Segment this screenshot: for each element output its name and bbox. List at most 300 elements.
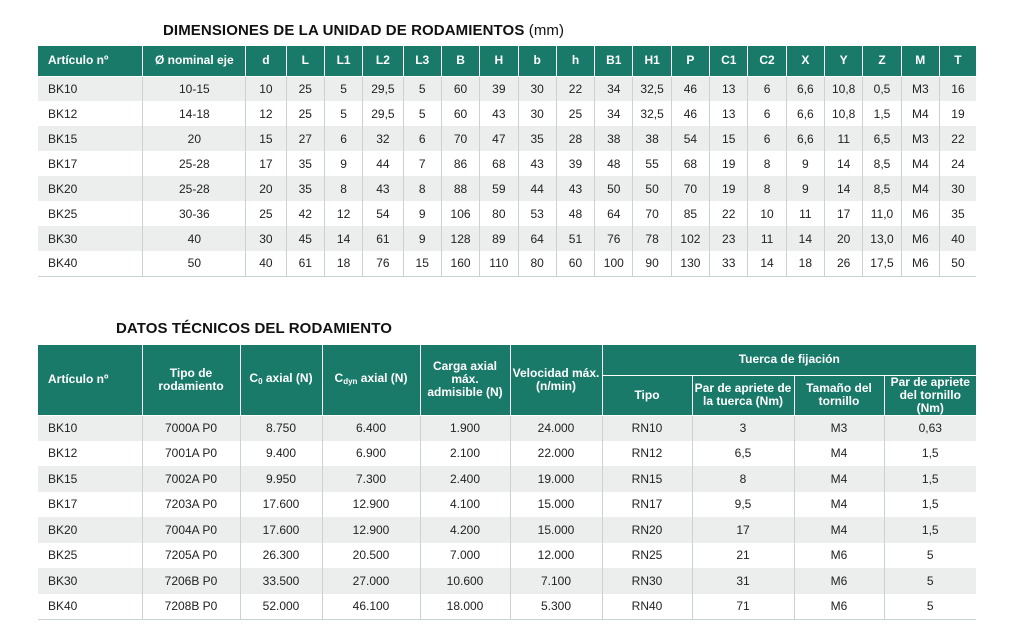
table-cell: 2.400 xyxy=(420,466,510,492)
table-cell: 89 xyxy=(480,226,518,251)
table-cell: 55 xyxy=(633,151,671,176)
table-cell: 9,5 xyxy=(692,492,794,518)
table-cell: 9.400 xyxy=(240,441,322,467)
table-cell: 10 xyxy=(748,201,786,226)
table-cell: 64 xyxy=(595,201,633,226)
table-cell: M3 xyxy=(901,126,939,151)
table-cell: 22 xyxy=(556,76,594,101)
header-cdyn-axial: $C_{dyn}$ axial (N) xyxy=(322,345,420,415)
table-cell: 27.000 xyxy=(322,568,420,594)
table-cell: BK17 xyxy=(38,492,142,518)
table-cell: 7.000 xyxy=(420,543,510,569)
table-cell: 71 xyxy=(692,594,794,620)
dimensions-title xyxy=(163,22,564,39)
table-cell: 76 xyxy=(363,251,403,276)
table-cell: 33.500 xyxy=(240,568,322,594)
table-cell: 6 xyxy=(748,76,786,101)
table-cell: 27 xyxy=(286,126,324,151)
table-cell: 38 xyxy=(595,126,633,151)
table-cell: 17.600 xyxy=(240,517,322,543)
table-cell: M4 xyxy=(901,101,939,126)
table-cell: 45 xyxy=(286,226,324,251)
column-header: B xyxy=(441,46,479,76)
table-row xyxy=(38,176,976,201)
table-cell: BK25 xyxy=(38,543,142,569)
table-cell: 18 xyxy=(324,251,362,276)
table-cell: 5 xyxy=(324,76,362,101)
table-cell: 68 xyxy=(480,151,518,176)
table-cell: 8 xyxy=(324,176,362,201)
table-cell: RN25 xyxy=(602,543,692,569)
table-cell: 25-28 xyxy=(143,151,246,176)
header-nut-group: Tuerca de fijación xyxy=(602,345,976,375)
table-cell: 48 xyxy=(595,151,633,176)
table-cell: 25 xyxy=(246,201,286,226)
table-cell: 5 xyxy=(884,568,976,594)
table-cell: 0,5 xyxy=(863,76,901,101)
table-cell: 25 xyxy=(556,101,594,126)
table-cell: 9 xyxy=(786,176,824,201)
table-cell: BK12 xyxy=(38,441,142,467)
header-nut-type: Tipo xyxy=(602,375,692,415)
table-cell: 26.300 xyxy=(240,543,322,569)
table-cell: 1,5 xyxy=(884,441,976,467)
table-cell: BK30 xyxy=(38,568,142,594)
table-cell: 6,6 xyxy=(786,101,824,126)
table-cell: 20 xyxy=(143,126,246,151)
header-article: Artículo nº xyxy=(38,345,142,415)
table-cell: 17 xyxy=(825,201,863,226)
table-cell: 78 xyxy=(633,226,671,251)
table-cell: BK25 xyxy=(38,201,143,226)
table-cell: 9 xyxy=(403,201,441,226)
column-header: C2 xyxy=(748,46,786,76)
table-cell: 14 xyxy=(324,226,362,251)
table-cell: M6 xyxy=(901,226,939,251)
table-cell: 6 xyxy=(748,126,786,151)
table-cell: 23 xyxy=(710,226,748,251)
table-cell: 22 xyxy=(939,126,976,151)
table-cell: 11,0 xyxy=(863,201,901,226)
table-cell: 53 xyxy=(518,201,556,226)
column-header: Y xyxy=(825,46,863,76)
table-cell: 17 xyxy=(246,151,286,176)
table-cell: 14 xyxy=(825,151,863,176)
table-cell: RN10 xyxy=(602,415,692,441)
table-cell: 9 xyxy=(324,151,362,176)
table-cell: 40 xyxy=(939,226,976,251)
table-row xyxy=(38,441,976,467)
column-header: X xyxy=(786,46,824,76)
table-cell: 13,0 xyxy=(863,226,901,251)
table-row xyxy=(38,568,976,594)
table-cell: 7205A P0 xyxy=(142,543,240,569)
table-cell: 70 xyxy=(671,176,709,201)
table-cell: RN15 xyxy=(602,466,692,492)
table-cell: 130 xyxy=(671,251,709,276)
column-header: L3 xyxy=(403,46,441,76)
table-cell: 44 xyxy=(363,151,403,176)
column-header: b xyxy=(518,46,556,76)
table-cell: 70 xyxy=(441,126,479,151)
table-cell: 7208B P0 xyxy=(142,594,240,620)
dimensions-table-header xyxy=(38,46,976,76)
table-cell: 8 xyxy=(692,466,794,492)
table-cell: 13 xyxy=(710,76,748,101)
table-cell: 11 xyxy=(825,126,863,151)
table-cell: 5 xyxy=(403,101,441,126)
table-cell: 6,5 xyxy=(692,441,794,467)
column-header: M xyxy=(901,46,939,76)
table-cell: 2.100 xyxy=(420,441,510,467)
table-cell: 68 xyxy=(671,151,709,176)
column-header: P xyxy=(671,46,709,76)
table-row xyxy=(38,492,976,518)
table-cell: 0,63 xyxy=(884,415,976,441)
table-cell: 7.100 xyxy=(510,568,602,594)
table-cell: 59 xyxy=(480,176,518,201)
table-cell: 1,5 xyxy=(863,101,901,126)
table-cell: 15.000 xyxy=(510,517,602,543)
table-cell: 11 xyxy=(786,201,824,226)
table-cell: 102 xyxy=(671,226,709,251)
table-cell: 80 xyxy=(518,251,556,276)
table-cell: 35 xyxy=(286,151,324,176)
table-cell: 6 xyxy=(324,126,362,151)
table-row xyxy=(38,415,976,441)
table-cell: 34 xyxy=(595,101,633,126)
table-cell: M6 xyxy=(794,594,884,620)
table-cell: 43 xyxy=(556,176,594,201)
table-cell: 7203A P0 xyxy=(142,492,240,518)
table-cell: 7004A P0 xyxy=(142,517,240,543)
table-cell: 1.900 xyxy=(420,415,510,441)
table-cell: 32 xyxy=(363,126,403,151)
table-cell: RN40 xyxy=(602,594,692,620)
table-cell: 12.900 xyxy=(322,517,420,543)
technical-table xyxy=(38,345,976,620)
table-cell: 21 xyxy=(692,543,794,569)
table-cell: 17 xyxy=(692,517,794,543)
table-cell: 39 xyxy=(480,76,518,101)
table-cell: 106 xyxy=(441,201,479,226)
table-cell: 14 xyxy=(825,176,863,201)
table-cell: 61 xyxy=(286,251,324,276)
table-cell: M3 xyxy=(901,76,939,101)
table-cell: 20.500 xyxy=(322,543,420,569)
table-cell: 85 xyxy=(671,201,709,226)
table-cell: 5.300 xyxy=(510,594,602,620)
header-screw-torque: Par de apriete del tornillo (Nm) xyxy=(884,375,976,415)
table-cell: 30 xyxy=(246,226,286,251)
table-cell: 6,6 xyxy=(786,76,824,101)
table-cell: 10,8 xyxy=(825,101,863,126)
table-cell: 33 xyxy=(710,251,748,276)
table-cell: M6 xyxy=(901,251,939,276)
table-cell: BK17 xyxy=(38,151,143,176)
table-cell: 19 xyxy=(939,101,976,126)
table-cell: 5 xyxy=(324,101,362,126)
table-cell: 40 xyxy=(246,251,286,276)
table-cell: 30 xyxy=(518,101,556,126)
table-cell: 5 xyxy=(884,594,976,620)
table-cell: 24.000 xyxy=(510,415,602,441)
table-cell: 6 xyxy=(403,126,441,151)
table-cell: 50 xyxy=(595,176,633,201)
table-row xyxy=(38,76,976,101)
table-cell: 30 xyxy=(518,76,556,101)
table-cell: 110 xyxy=(480,251,518,276)
table-cell: 12.000 xyxy=(510,543,602,569)
table-cell: 29,5 xyxy=(363,101,403,126)
technical-table-body xyxy=(38,415,976,619)
table-cell: 50 xyxy=(633,176,671,201)
table-cell: 3 xyxy=(692,415,794,441)
table-cell: RN12 xyxy=(602,441,692,467)
column-header: L1 xyxy=(324,46,362,76)
table-cell: 43 xyxy=(518,151,556,176)
table-cell: 52.000 xyxy=(240,594,322,620)
table-row xyxy=(38,517,976,543)
table-cell: 43 xyxy=(480,101,518,126)
table-cell: 8,5 xyxy=(863,176,901,201)
table-cell: 18 xyxy=(786,251,824,276)
table-cell: 42 xyxy=(286,201,324,226)
table-cell: M4 xyxy=(794,466,884,492)
table-cell: M4 xyxy=(794,517,884,543)
table-cell: 39 xyxy=(556,151,594,176)
table-cell: 6 xyxy=(748,101,786,126)
table-cell: 35 xyxy=(518,126,556,151)
table-cell: BK30 xyxy=(38,226,143,251)
technical-table-header xyxy=(38,345,976,415)
table-cell: RN30 xyxy=(602,568,692,594)
table-cell: BK12 xyxy=(38,101,143,126)
table-cell: 12.900 xyxy=(322,492,420,518)
table-cell: 10,8 xyxy=(825,76,863,101)
table-cell: 7.300 xyxy=(322,466,420,492)
table-cell: 8,5 xyxy=(863,151,901,176)
table-cell: 19.000 xyxy=(510,466,602,492)
table-cell: 8 xyxy=(403,176,441,201)
table-cell: 7206B P0 xyxy=(142,568,240,594)
table-cell: 7001A P0 xyxy=(142,441,240,467)
table-cell: 60 xyxy=(441,101,479,126)
table-cell: BK10 xyxy=(38,415,142,441)
column-header: H xyxy=(480,46,518,76)
table-cell: 17,5 xyxy=(863,251,901,276)
table-cell: M3 xyxy=(794,415,884,441)
table-cell: 7002A P0 xyxy=(142,466,240,492)
table-cell: 54 xyxy=(363,201,403,226)
table-cell: RN20 xyxy=(602,517,692,543)
column-header: B1 xyxy=(595,46,633,76)
table-cell: 10 xyxy=(246,76,286,101)
table-cell: 15 xyxy=(710,126,748,151)
table-cell: 30-36 xyxy=(143,201,246,226)
table-cell: 6,6 xyxy=(786,126,824,151)
table-cell: 60 xyxy=(556,251,594,276)
table-cell: 86 xyxy=(441,151,479,176)
header-bearing-type: Tipo de rodamiento xyxy=(142,345,240,415)
table-cell: BK20 xyxy=(38,176,143,201)
column-header: Ø nominal eje xyxy=(143,46,246,76)
table-cell: M4 xyxy=(794,441,884,467)
table-cell: 32,5 xyxy=(633,101,671,126)
table-cell: 15.000 xyxy=(510,492,602,518)
table-cell: 14 xyxy=(748,251,786,276)
table-cell: 48 xyxy=(556,201,594,226)
table-cell: M4 xyxy=(794,492,884,518)
table-cell: 1,5 xyxy=(884,492,976,518)
table-cell: 35 xyxy=(939,201,976,226)
dimensions-table-body xyxy=(38,76,976,276)
table-cell: BK15 xyxy=(38,126,143,151)
table-cell: 19 xyxy=(710,151,748,176)
table-cell: 12 xyxy=(246,101,286,126)
table-cell: BK20 xyxy=(38,517,142,543)
table-cell: 160 xyxy=(441,251,479,276)
table-cell: 60 xyxy=(441,76,479,101)
dimensions-table xyxy=(38,46,976,277)
table-cell: RN17 xyxy=(602,492,692,518)
table-cell: 50 xyxy=(143,251,246,276)
header-screw-size: Tamaño del tornillo xyxy=(794,375,884,415)
table-cell: 10.600 xyxy=(420,568,510,594)
table-cell: 15 xyxy=(246,126,286,151)
table-cell: 7 xyxy=(403,151,441,176)
table-cell: 40 xyxy=(143,226,246,251)
table-cell: 76 xyxy=(595,226,633,251)
column-header: Z xyxy=(863,46,901,76)
table-cell: BK40 xyxy=(38,594,142,620)
table-cell: 26 xyxy=(825,251,863,276)
table-cell: 4.100 xyxy=(420,492,510,518)
column-header: T xyxy=(939,46,976,76)
table-cell: 12 xyxy=(324,201,362,226)
table-cell: 32,5 xyxy=(633,76,671,101)
header-max-axial-load: Carga axial máx. admisible (N) xyxy=(420,345,510,415)
header-c0-axial: $C_0$ axial (N) xyxy=(240,345,322,415)
table-cell: BK40 xyxy=(38,251,143,276)
table-cell: 8.750 xyxy=(240,415,322,441)
table-cell: 5 xyxy=(403,76,441,101)
table-cell: 46 xyxy=(671,101,709,126)
table-cell: 38 xyxy=(633,126,671,151)
table-cell: 25 xyxy=(286,76,324,101)
table-cell: 64 xyxy=(518,226,556,251)
table-row xyxy=(38,594,976,620)
table-row xyxy=(38,126,976,151)
table-cell: 20 xyxy=(825,226,863,251)
table-cell: 30 xyxy=(939,176,976,201)
table-cell: 24 xyxy=(939,151,976,176)
table-row xyxy=(38,101,976,126)
table-cell: 50 xyxy=(939,251,976,276)
table-cell: 25-28 xyxy=(143,176,246,201)
table-row xyxy=(38,251,976,276)
column-header: h xyxy=(556,46,594,76)
table-row xyxy=(38,151,976,176)
table-cell: 29,5 xyxy=(363,76,403,101)
column-header: L xyxy=(286,46,324,76)
table-cell: 20 xyxy=(246,176,286,201)
column-header: d xyxy=(246,46,286,76)
table-cell: 22.000 xyxy=(510,441,602,467)
table-cell: 46.100 xyxy=(322,594,420,620)
table-cell: M4 xyxy=(901,176,939,201)
table-cell: 5 xyxy=(884,543,976,569)
table-cell: 54 xyxy=(671,126,709,151)
table-row xyxy=(38,466,976,492)
table-cell: 8 xyxy=(748,151,786,176)
table-cell: 6.900 xyxy=(322,441,420,467)
column-header: L2 xyxy=(363,46,403,76)
table-cell: 61 xyxy=(363,226,403,251)
table-cell: 4.200 xyxy=(420,517,510,543)
table-cell: 16 xyxy=(939,76,976,101)
dimensions-title-text: DIMENSIONES DE LA UNIDAD DE RODAMIENTOS xyxy=(163,22,525,39)
column-header: Artículo nº xyxy=(38,46,143,76)
technical-title: DATOS TÉCNICOS DEL RODAMIENTO xyxy=(116,320,392,337)
table-cell: 31 xyxy=(692,568,794,594)
table-cell: 46 xyxy=(671,76,709,101)
column-header: C1 xyxy=(710,46,748,76)
table-row xyxy=(38,543,976,569)
table-cell: 14 xyxy=(786,226,824,251)
table-cell: M6 xyxy=(794,543,884,569)
table-cell: 6.400 xyxy=(322,415,420,441)
table-cell: 1,5 xyxy=(884,466,976,492)
table-cell: 8 xyxy=(748,176,786,201)
table-cell: 88 xyxy=(441,176,479,201)
table-cell: 100 xyxy=(595,251,633,276)
table-cell: 80 xyxy=(480,201,518,226)
table-cell: 28 xyxy=(556,126,594,151)
table-cell: 17.600 xyxy=(240,492,322,518)
table-row xyxy=(38,201,976,226)
table-cell: M6 xyxy=(901,201,939,226)
table-cell: 128 xyxy=(441,226,479,251)
table-cell: 22 xyxy=(710,201,748,226)
table-cell: 34 xyxy=(595,76,633,101)
table-cell: 43 xyxy=(363,176,403,201)
column-header: H1 xyxy=(633,46,671,76)
table-cell: 13 xyxy=(710,101,748,126)
table-cell: 9 xyxy=(786,151,824,176)
table-cell: 18.000 xyxy=(420,594,510,620)
table-cell: M4 xyxy=(901,151,939,176)
table-cell: 19 xyxy=(710,176,748,201)
table-cell: 14-18 xyxy=(143,101,246,126)
table-cell: 35 xyxy=(286,176,324,201)
table-cell: 7000A P0 xyxy=(142,415,240,441)
table-cell: 10-15 xyxy=(143,76,246,101)
table-cell: 70 xyxy=(633,201,671,226)
table-cell: BK15 xyxy=(38,466,142,492)
header-max-speed: Velocidad máx. (n/min) xyxy=(510,345,602,415)
dimensions-unit: (mm) xyxy=(528,22,565,39)
table-cell: 90 xyxy=(633,251,671,276)
table-row xyxy=(38,226,976,251)
table-cell: 9.950 xyxy=(240,466,322,492)
table-cell: BK10 xyxy=(38,76,143,101)
header-nut-torque: Par de apriete de la tuerca (Nm) xyxy=(692,375,794,415)
table-cell: 44 xyxy=(518,176,556,201)
table-cell: 25 xyxy=(286,101,324,126)
table-cell: 6,5 xyxy=(863,126,901,151)
table-cell: 11 xyxy=(748,226,786,251)
